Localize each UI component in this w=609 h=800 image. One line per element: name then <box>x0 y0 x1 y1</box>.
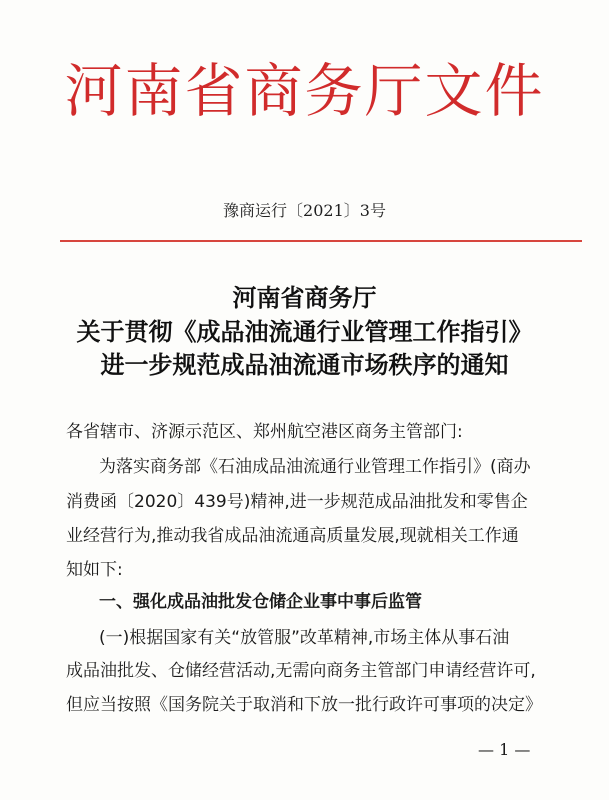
paragraph-line: 成品油批发、仓储经营活动,无需向商务主管部门申请经营许可, <box>66 661 536 681</box>
document-title-line-1: 河南省商务厅 <box>232 283 377 312</box>
document-title-line-2: 关于贯彻《成品油流通行业管理工作指引》 <box>76 317 533 346</box>
paragraph-line: (一)根据国家有关“放管服”改革精神,市场主体从事石油 <box>99 628 510 648</box>
paragraph-line: 知如下: <box>66 560 123 580</box>
document-number: 豫商运行〔2021〕3号 <box>223 201 386 220</box>
header-divider-line <box>60 240 582 242</box>
issuing-authority-header: 河南省商务厅文件 <box>64 57 545 125</box>
page-number: — 1 — <box>478 740 531 759</box>
paragraph-line: 消费函〔2020〕439号)精神,进一步规范成品油批发和零售企 <box>66 492 528 512</box>
paragraph-line: 但应当按照《国务院关于取消和下放一批行政许可事项的决定》 <box>66 695 542 715</box>
paragraph-line: 业经营行为,推动我省成品油流通高质量发展,现就相关工作通 <box>66 526 519 546</box>
paragraph-line: 为落实商务部《石油成品油流通行业管理工作指引》(商办 <box>99 457 531 477</box>
section-heading: 一、强化成品油批发仓储企业事中事后监管 <box>99 592 422 612</box>
salutation: 各省辖市、济源示范区、郑州航空港区商务主管部门: <box>66 422 463 442</box>
document-title-line-3: 进一步规范成品油流通市场秩序的通知 <box>100 350 509 379</box>
